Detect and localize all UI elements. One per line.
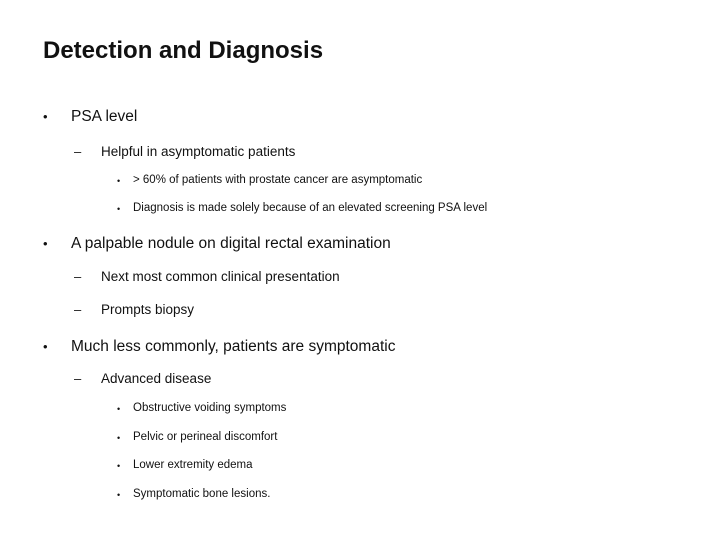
small-bullet-icon: • <box>117 404 121 414</box>
slide-title: Detection and Diagnosis <box>43 37 324 64</box>
sub-sub-bullet-text: Obstructive voiding symptoms <box>133 402 287 414</box>
sub-sub-bullet-text: Diagnosis is made solely because of an elevated screening PSA level <box>133 202 488 214</box>
bullet-icon: • <box>43 236 48 251</box>
sub-sub-bullet-text: Pelvic or perineal discomfort <box>133 431 278 443</box>
small-bullet-icon: • <box>117 433 121 443</box>
sub-bullet-text: Prompts biopsy <box>101 302 195 317</box>
bullet-text-symptomatic: Much less commonly, patients are symptomatic <box>71 338 396 355</box>
sub-bullet-text: Next most common clinical presentation <box>101 269 340 284</box>
sub-sub-bullet-text: > 60% of patients with prostate cancer are asymptomatic <box>133 174 423 186</box>
sub-bullet-text: Helpful in asymptomatic patients <box>101 144 296 159</box>
dash-icon: – <box>74 371 82 386</box>
sub-bullet-text: Advanced disease <box>101 371 212 386</box>
dash-icon: – <box>74 144 82 159</box>
small-bullet-icon: • <box>117 461 121 471</box>
bullet-text-palpable-nodule: A palpable nodule on digital rectal examination <box>71 235 391 252</box>
bullet-text-psa-level: PSA level <box>71 108 138 125</box>
small-bullet-icon: • <box>117 490 121 500</box>
small-bullet-icon: • <box>117 204 121 214</box>
dash-icon: – <box>74 269 82 284</box>
small-bullet-icon: • <box>117 176 121 186</box>
bullet-icon: • <box>43 339 48 354</box>
sub-sub-bullet-text: Lower extremity edema <box>133 459 253 471</box>
bullet-icon: • <box>43 109 48 124</box>
sub-sub-bullet-text: Symptomatic bone lesions. <box>133 488 271 500</box>
dash-icon: – <box>74 302 82 317</box>
